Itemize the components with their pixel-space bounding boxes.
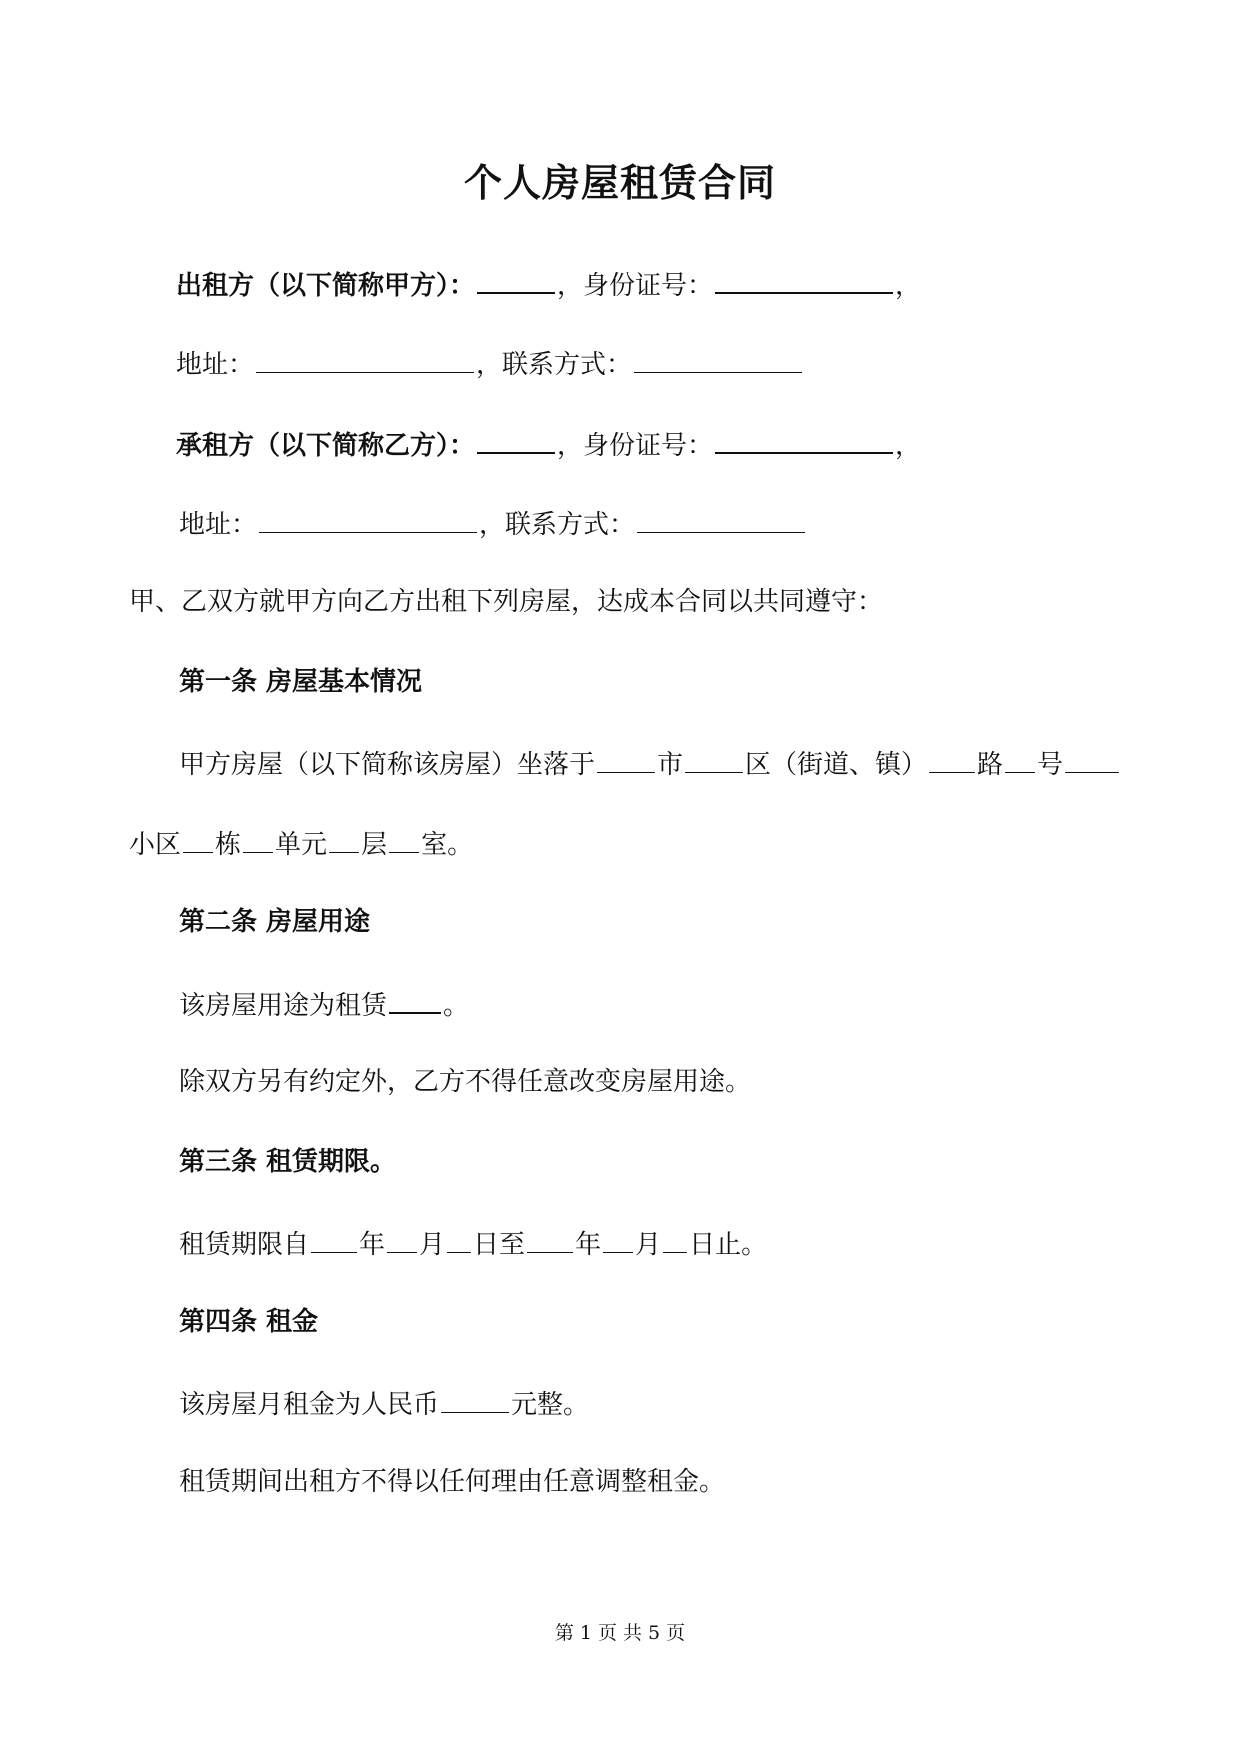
article1-text-d: 路 <box>977 750 1004 780</box>
article1-text-j: 室。 <box>421 830 474 860</box>
article1-text-h: 单元 <box>275 830 328 860</box>
district-blank <box>685 742 743 773</box>
article1-paragraph-2 <box>129 822 473 865</box>
article3-text-f: 月 <box>635 1230 662 1260</box>
article1-text-g: 栋 <box>215 830 242 860</box>
usage-blank <box>389 982 441 1014</box>
article1-text-c: 区（街道、镇） <box>745 750 928 780</box>
lessee-address-blank <box>259 502 477 533</box>
article3-text-c: 月 <box>419 1230 446 1260</box>
number-blank <box>1005 742 1035 773</box>
unit-blank <box>243 822 273 853</box>
lessee-contact-blank <box>637 502 805 533</box>
building-blank <box>183 822 213 853</box>
lessor-id-blank <box>715 262 893 294</box>
article4-paragraph-1 <box>179 1382 589 1425</box>
article3-text-b: 年 <box>359 1230 386 1260</box>
article1-text-f: 小区 <box>129 830 182 860</box>
article2-paragraph-1 <box>179 982 469 1026</box>
article3-heading: 第三条 租赁期限。 <box>179 1147 397 1177</box>
start-day-blank <box>447 1222 471 1253</box>
page-title: 个人房屋租赁合同 <box>463 161 776 205</box>
lessee-id-label: ，身份证号： <box>557 431 714 461</box>
article1-paragraph-1 <box>179 742 1121 785</box>
lessor-label: 出租方（以下简称甲方）： <box>176 271 476 301</box>
intro-paragraph: 甲、乙双方就甲方向乙方出租下列房屋，达成本合同以共同遵守： <box>129 587 884 617</box>
lessee-line-end: ， <box>895 431 922 461</box>
lessee-id-blank <box>715 422 893 454</box>
lessee-label: 承租方（以下简称乙方）： <box>176 431 476 461</box>
lessor-name-blank <box>477 262 555 294</box>
article1-text-e: 号 <box>1037 750 1064 780</box>
lessor-line-end: ， <box>895 271 922 301</box>
lessor-contact-blank <box>634 342 802 373</box>
article3-text-d: 日至 <box>473 1230 526 1260</box>
lessor-address-label: 地址： <box>176 350 255 380</box>
lessor-id-label: ，身份证号： <box>557 271 714 301</box>
rent-amount-blank <box>441 1382 509 1413</box>
end-day-blank <box>663 1222 687 1253</box>
lessor-line <box>176 262 921 306</box>
lessee-name-blank <box>477 422 555 454</box>
article1-text-i: 层 <box>361 830 388 860</box>
city-blank <box>597 742 655 773</box>
article3-text-e: 年 <box>575 1230 602 1260</box>
lessee-line <box>176 422 921 466</box>
page-footer: 第 1 页 共 5 页 <box>554 1622 686 1644</box>
article2-paragraph-2: 除双方另有约定外，乙方不得任意改变房屋用途。 <box>179 1067 752 1097</box>
article3-text-g: 日止。 <box>689 1230 768 1260</box>
article2-text-a: 该房屋用途为租赁 <box>179 991 388 1021</box>
article4-text-b: 元整。 <box>511 1390 590 1420</box>
article3-paragraph-1 <box>179 1222 767 1265</box>
article2-heading: 第二条 房屋用途 <box>179 907 371 937</box>
article4-paragraph-2: 租赁期间出租方不得以任何理由任意调整租金。 <box>179 1467 726 1497</box>
room-blank <box>389 822 419 853</box>
road-blank <box>929 742 975 773</box>
article1-heading: 第一条 房屋基本情况 <box>179 667 423 697</box>
community-blank <box>1065 742 1119 773</box>
start-year-blank <box>311 1222 357 1253</box>
floor-blank <box>329 822 359 853</box>
lessor-address-blank <box>256 342 474 373</box>
start-month-blank <box>387 1222 417 1253</box>
lessor-contact-label: ，联系方式： <box>476 350 633 380</box>
end-month-blank <box>603 1222 633 1253</box>
article4-text-a: 该房屋月租金为人民币 <box>179 1390 440 1420</box>
lessee-address-label: 地址： <box>179 510 258 540</box>
article1-text-a: 甲方房屋（以下简称该房屋）坐落于 <box>179 750 596 780</box>
article3-text-a: 租赁期限自 <box>179 1230 310 1260</box>
lessee-contact-label: ，联系方式： <box>479 510 636 540</box>
lessee-address-line <box>179 502 807 545</box>
article2-text-b: 。 <box>443 991 470 1021</box>
end-year-blank <box>527 1222 573 1253</box>
article1-text-b: 市 <box>657 750 684 780</box>
article4-heading: 第四条 租金 <box>179 1307 319 1337</box>
lessor-address-line <box>176 342 804 385</box>
